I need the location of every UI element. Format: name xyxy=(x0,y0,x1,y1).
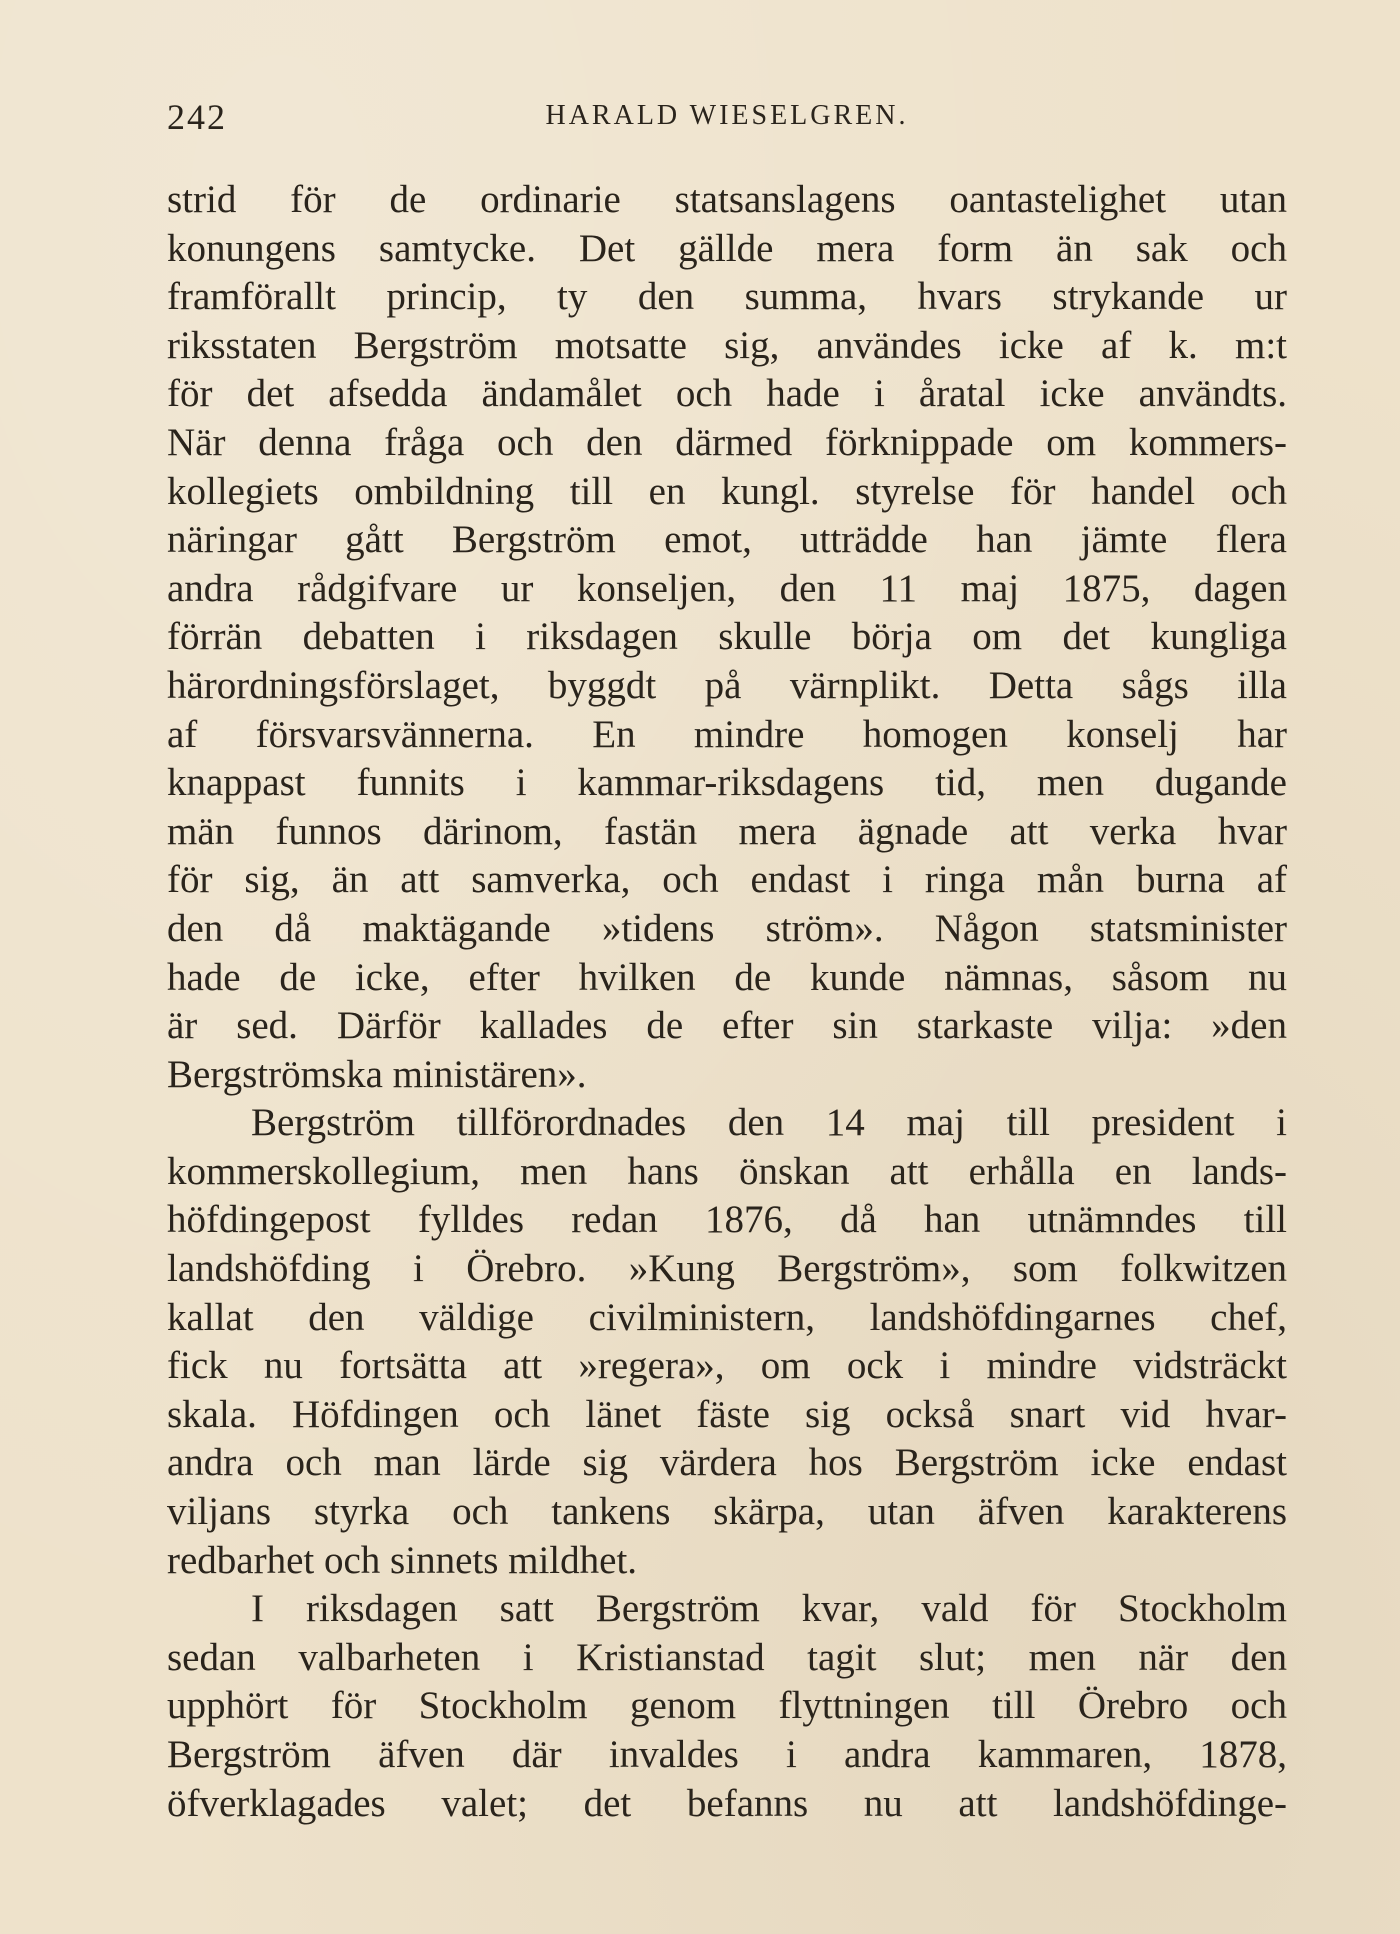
text-line: härordningsförslaget, byggdt på värnplikt. Detta sågs illa xyxy=(167,663,1287,707)
text-line: andra och man lärde sig värdera hos Bergström icke endast xyxy=(167,1441,1287,1485)
text-line: upphört för Stockholm genom flyttningen till Örebro och xyxy=(167,1684,1287,1728)
text-line: sedan valbarheten i Kristianstad tagit slut; men när den xyxy=(167,1635,1287,1679)
text-line: riksstaten Bergström motsatte sig, användes icke af k. m:t xyxy=(167,323,1287,367)
text-line: konungens samtycke. Det gällde mera form än sak och xyxy=(167,226,1287,270)
paragraph-2 xyxy=(167,1099,1287,1585)
text-line: I riksdagen satt Bergström kvar, vald för Stockholm xyxy=(251,1587,1287,1631)
text-line: viljans styrka och tankens skärpa, utan äfven karakterens xyxy=(167,1490,1287,1534)
body-text xyxy=(167,176,1287,1828)
text-line: höfdingepost fylldes redan 1876, då han utnämndes till xyxy=(167,1198,1287,1242)
page-number: 242 xyxy=(167,97,227,137)
running-title: HARALD WIESELGREN. xyxy=(545,100,909,131)
text-line: Bergström tillförordnades den 14 maj till president i xyxy=(251,1101,1287,1145)
text-line: andra rådgifvare ur konseljen, den 11 maj 1875, dagen xyxy=(167,566,1287,610)
text-line: förrän debatten i riksdagen skulle börja om det kungliga xyxy=(167,615,1287,659)
text-line: skala. Höfdingen och länet fäste sig också snart vid hvar- xyxy=(167,1392,1287,1436)
text-line: framförallt princip, ty den summa, hvars strykande ur xyxy=(167,275,1287,319)
page-header xyxy=(167,96,1287,146)
text-line: kallat den väldige civilministern, landshöfdingarnes chef, xyxy=(167,1295,1287,1339)
text-line: kollegiets ombildning till en kungl. styrelse för handel och xyxy=(167,469,1287,513)
text-line: Bergström äfven där invaldes i andra kammaren, 1878, xyxy=(167,1733,1287,1776)
text-line: den då maktägande »tidens ström». Någon statsminister xyxy=(167,906,1287,950)
text-line: strid för de ordinarie statsanslagens oantastelighet utan xyxy=(167,178,1287,221)
text-line: af försvarsvännerna. En mindre homogen konselj har xyxy=(167,712,1287,756)
text-line: för det afsedda ändamålet och hade i åratal icke användts. xyxy=(167,372,1287,416)
text-line: är sed. Därför kallades de efter sin starkaste vilja: »den xyxy=(167,1004,1287,1048)
paragraph-3 xyxy=(167,1585,1287,1828)
text-line: Bergströmska ministären». xyxy=(167,1052,587,1096)
text-line: knappast funnits i kammar-riksdagens tid, men dugande xyxy=(167,761,1287,805)
text-line: öfverklagades valet; det befanns nu att landshöfdinge- xyxy=(167,1781,1287,1825)
text-line: redbarhet och sinnets mildhet. xyxy=(167,1538,638,1582)
text-line: kommerskollegium, men hans önskan att erhålla en lands- xyxy=(167,1149,1287,1193)
text-line: fick nu fortsätta att »regera», om ock i mindre vidsträckt xyxy=(167,1344,1287,1388)
paragraph-1 xyxy=(167,176,1287,1099)
text-line: landshöfding i Örebro. »Kung Bergström», som folkwitzen xyxy=(167,1247,1287,1291)
text-line: män funnos därinom, fastän mera ägnade att verka hvar xyxy=(167,809,1287,853)
text-line: hade de icke, efter hvilken de kunde nämnas, såsom nu xyxy=(167,955,1287,999)
text-line: näringar gått Bergström emot, utträdde han jämte flera xyxy=(167,518,1287,562)
text-line: När denna fråga och den därmed förknippade om kommers- xyxy=(167,420,1287,464)
text-line: för sig, än att samverka, och endast i ringa mån burna af xyxy=(167,858,1287,902)
